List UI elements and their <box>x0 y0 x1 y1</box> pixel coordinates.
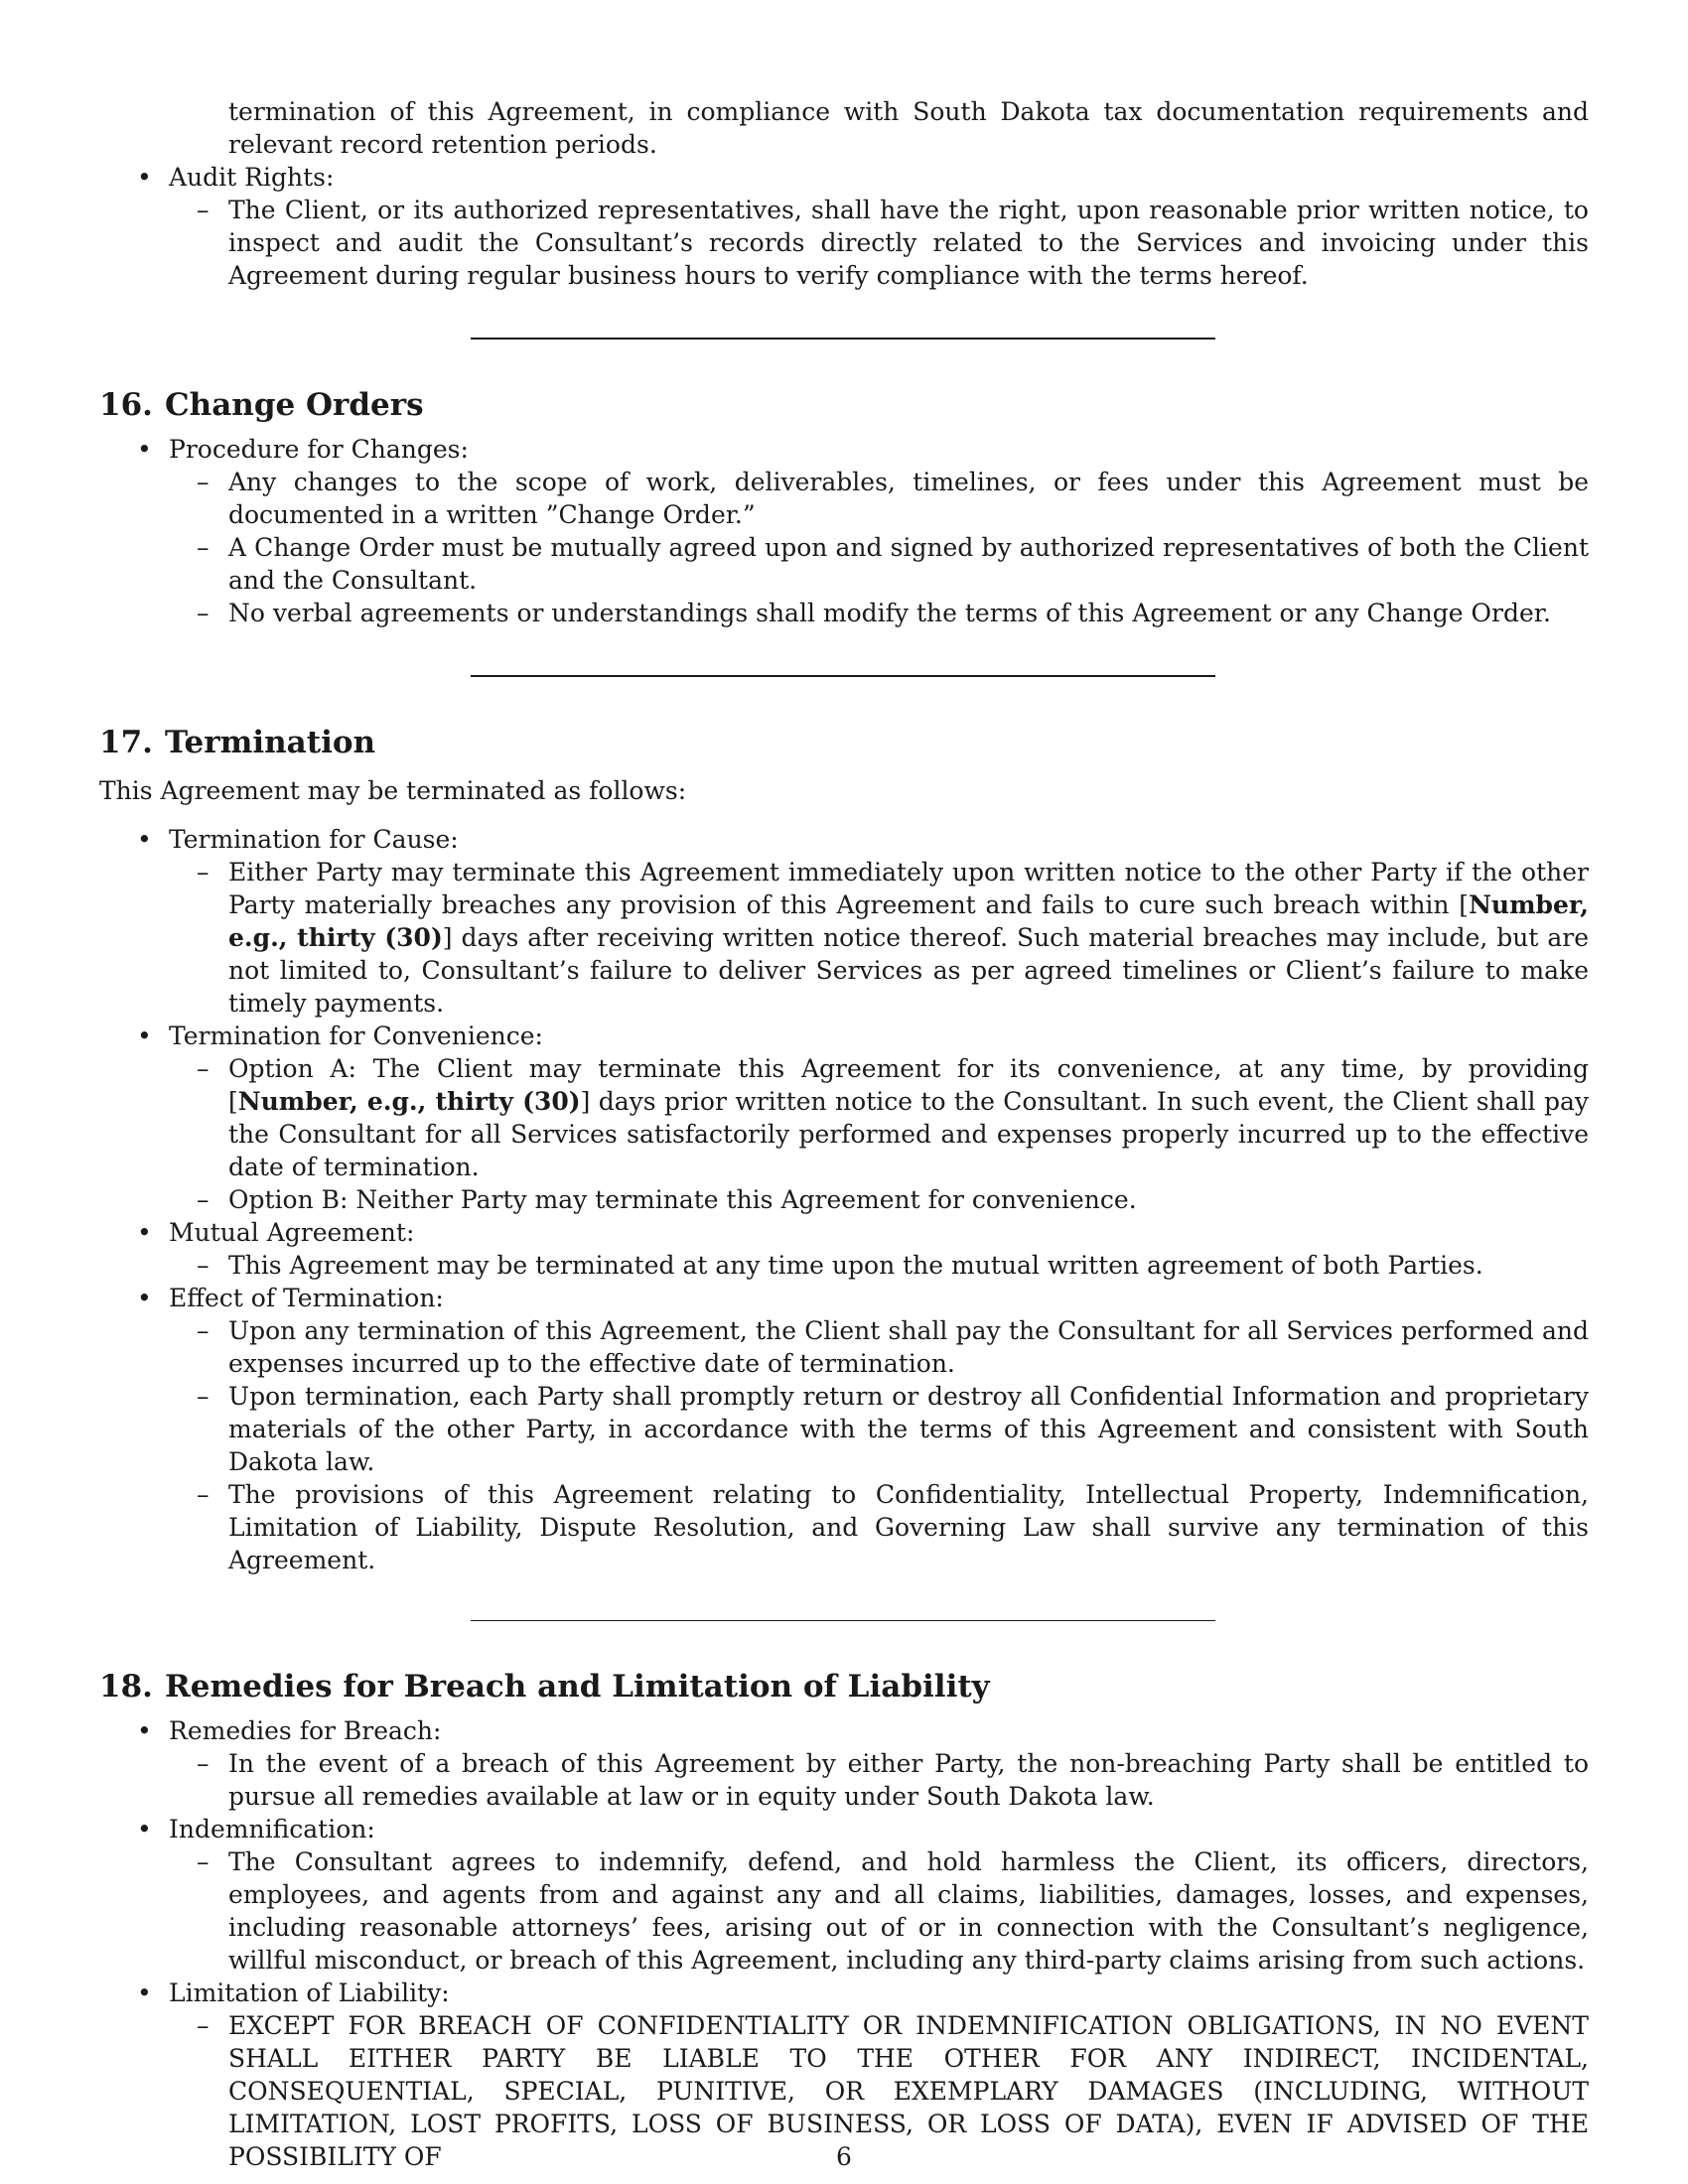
list-text: Any changes to the scope of work, deliverables, timelines, or fees under this Agreement must be documented in a written ”Change Order.” <box>228 468 1589 529</box>
list-text: Upon termination, each Party shall promptly return or destroy all Confidential Information and proprietary materials of the other Party, in accordance with the terms of this Agreement and consistent with South Dakota law. <box>228 1382 1589 1476</box>
list-text: This Agreement may be terminated at any time upon the mutual written agreement of both Parties. <box>228 1251 1483 1280</box>
bullet: • <box>137 1022 152 1050</box>
dash: – <box>197 1054 210 1083</box>
list-label: Procedure for Changes: <box>169 435 469 464</box>
list-subitem <box>99 1314 1589 1380</box>
list-item <box>99 1813 1589 1845</box>
list-item <box>99 161 1589 194</box>
list-label: Mutual Agreement: <box>169 1218 415 1247</box>
bullet: • <box>137 1815 152 1843</box>
list-subitem <box>99 1052 1589 1183</box>
dash: – <box>197 1185 210 1214</box>
bullet: • <box>137 1218 152 1247</box>
list-item <box>99 1282 1589 1314</box>
section-number: 16. <box>99 387 153 423</box>
document-page <box>99 95 1589 2173</box>
list-label: Indemnification: <box>169 1815 375 1843</box>
section-title: Remedies for Breach and Limitation of Liability <box>165 1669 990 1705</box>
list-item <box>99 1714 1589 1747</box>
list-label: Remedies for Breach: <box>169 1716 442 1745</box>
list-text: No verbal agreements or understandings shall modify the terms of this Agreement or any Change Order. <box>228 599 1551 627</box>
paragraph: This Agreement may be terminated as follows: <box>99 776 687 805</box>
section-heading <box>99 1667 1589 1706</box>
section-title: Change Orders <box>165 387 424 423</box>
list-item <box>99 823 1589 856</box>
bullet: • <box>137 435 152 464</box>
dash: – <box>197 1480 210 1509</box>
bullet: • <box>137 1979 152 2007</box>
list-subitem <box>99 1845 1589 1977</box>
placeholder-number: Number, e.g., thirty (30) <box>237 1087 581 1116</box>
list-text: Option A: The Client may terminate this Agreement for its convenience, at any time, by providing [Number, e.g., thirty (30)] days prior written notice to the Consultant. In such event, the Client shall pay the Consultant for all Services satisfactorily performed and expenses properly incurred up to the effective date of termination. <box>228 1054 1589 1181</box>
list-subitem <box>99 194 1589 292</box>
continuation-text: termination of this Agreement, in compliance with South Dakota tax documentation requirements and relevant record retention periods. <box>228 97 1589 159</box>
list-label: Effect of Termination: <box>169 1284 444 1312</box>
list-subitem <box>99 1249 1589 1282</box>
dash: – <box>197 1847 210 1876</box>
list-text: In the event of a breach of this Agreement by either Party, the non-breaching Party shall be entitled to pursue all remedies available at law or in equity under South Dakota law. <box>228 1749 1589 1811</box>
placeholder-number: Number, e.g., thirty (30) <box>228 890 1589 952</box>
list-subitem <box>99 1747 1589 1813</box>
dash: – <box>197 2011 210 2040</box>
list-subitem <box>99 856 1589 1020</box>
bullet: • <box>137 163 152 192</box>
list-label: Termination for Convenience: <box>169 1022 543 1050</box>
list-text: Upon any termination of this Agreement, the Client shall pay the Consultant for all Services performed and expenses incurred up to the effective date of termination. <box>228 1316 1589 1378</box>
list-subitem <box>99 1380 1589 1478</box>
list-label: Audit Rights: <box>169 163 335 192</box>
list-text: Either Party may terminate this Agreement immediately upon written notice to the other Party if the other Party materially breaches any provision of this Agreement and fails to cure such breach within [Number, e.g., thirty (30)] days after receiving written notice thereof. Such material breaches may include, but are not limited to, Consultant’s failure to deliver Services as per agreed timelines or Client’s failure to make timely payments. <box>228 858 1589 1018</box>
bullet: • <box>137 825 152 854</box>
dash: – <box>197 858 210 887</box>
list-subitem <box>99 1478 1589 1576</box>
list-item <box>99 433 1589 466</box>
dash: – <box>197 599 210 627</box>
section-title: Termination <box>165 725 376 760</box>
section-number: 17. <box>99 725 153 760</box>
dash: – <box>197 1749 210 1778</box>
list-text: The Consultant agrees to indemnify, defend, and hold harmless the Client, its officers, directors, employees, and agents from and against any and all claims, liabilities, damages, losses, and expenses, including reasonable attorneys’ fees, arising out of or in connection with the Consultant’s negligence, willful misconduct, or breach of this Agreement, including any third-party claims arising from such actions. <box>228 1847 1589 1975</box>
section-heading <box>99 385 1589 425</box>
list-text: Option B: Neither Party may terminate this Agreement for convenience. <box>228 1185 1137 1214</box>
list-text: A Change Order must be mutually agreed upon and signed by authorized representatives of both the Client and the Consultant. <box>228 533 1589 595</box>
list-text: The Client, or its authorized representatives, shall have the right, upon reasonable prior written notice, to inspect and audit the Consultant’s records directly related to the Services and invoicing under this Agreement during regular business hours to verify compliance with the terms hereof. <box>228 196 1589 290</box>
list-item <box>99 1020 1589 1052</box>
list-text: The provisions of this Agreement relating to Confidentiality, Intellectual Property, Indemnification, Limitation of Liability, Dispute Resolution, and Governing Law shall survive any termination of this Agreement. <box>228 1480 1589 1574</box>
page-number: 6 <box>836 2142 852 2171</box>
list-label: Termination for Cause: <box>169 825 459 854</box>
dash: – <box>197 468 210 496</box>
list-item <box>99 1977 1589 2009</box>
list-subitem <box>99 597 1589 629</box>
list-subitem <box>99 1183 1589 1216</box>
section-heading <box>99 723 1589 762</box>
list-label: Limitation of Liability: <box>169 1979 450 2007</box>
bullet: • <box>137 1284 152 1312</box>
list-subitem <box>99 466 1589 531</box>
bullet: • <box>137 1716 152 1745</box>
dash: – <box>197 1316 210 1345</box>
dash: – <box>197 1251 210 1280</box>
list-subitem <box>99 531 1589 597</box>
section-number: 18. <box>99 1669 153 1705</box>
dash: – <box>197 1382 210 1411</box>
dash: – <box>197 533 210 562</box>
list-item <box>99 1216 1589 1249</box>
list-text: EXCEPT FOR BREACH OF CONFIDENTIALITY OR INDEMNIFICATION OBLIGATIONS, IN NO EVENT SHALL EITHER PARTY BE LIABLE TO THE OTHER FOR ANY INDIRECT, INCIDENTAL, CONSEQUENTIAL, SPECIAL, PUNITIVE, OR EXEMPLARY DAMAGES (INCLUDING, WITHOUT LIMITATION, LOST PROFITS, LOSS OF BUSINESS, OR LOSS OF DATA), EVEN IF ADVISED OF THE POSSIBILITY OF <box>228 2011 1589 2171</box>
dash: – <box>197 196 210 224</box>
